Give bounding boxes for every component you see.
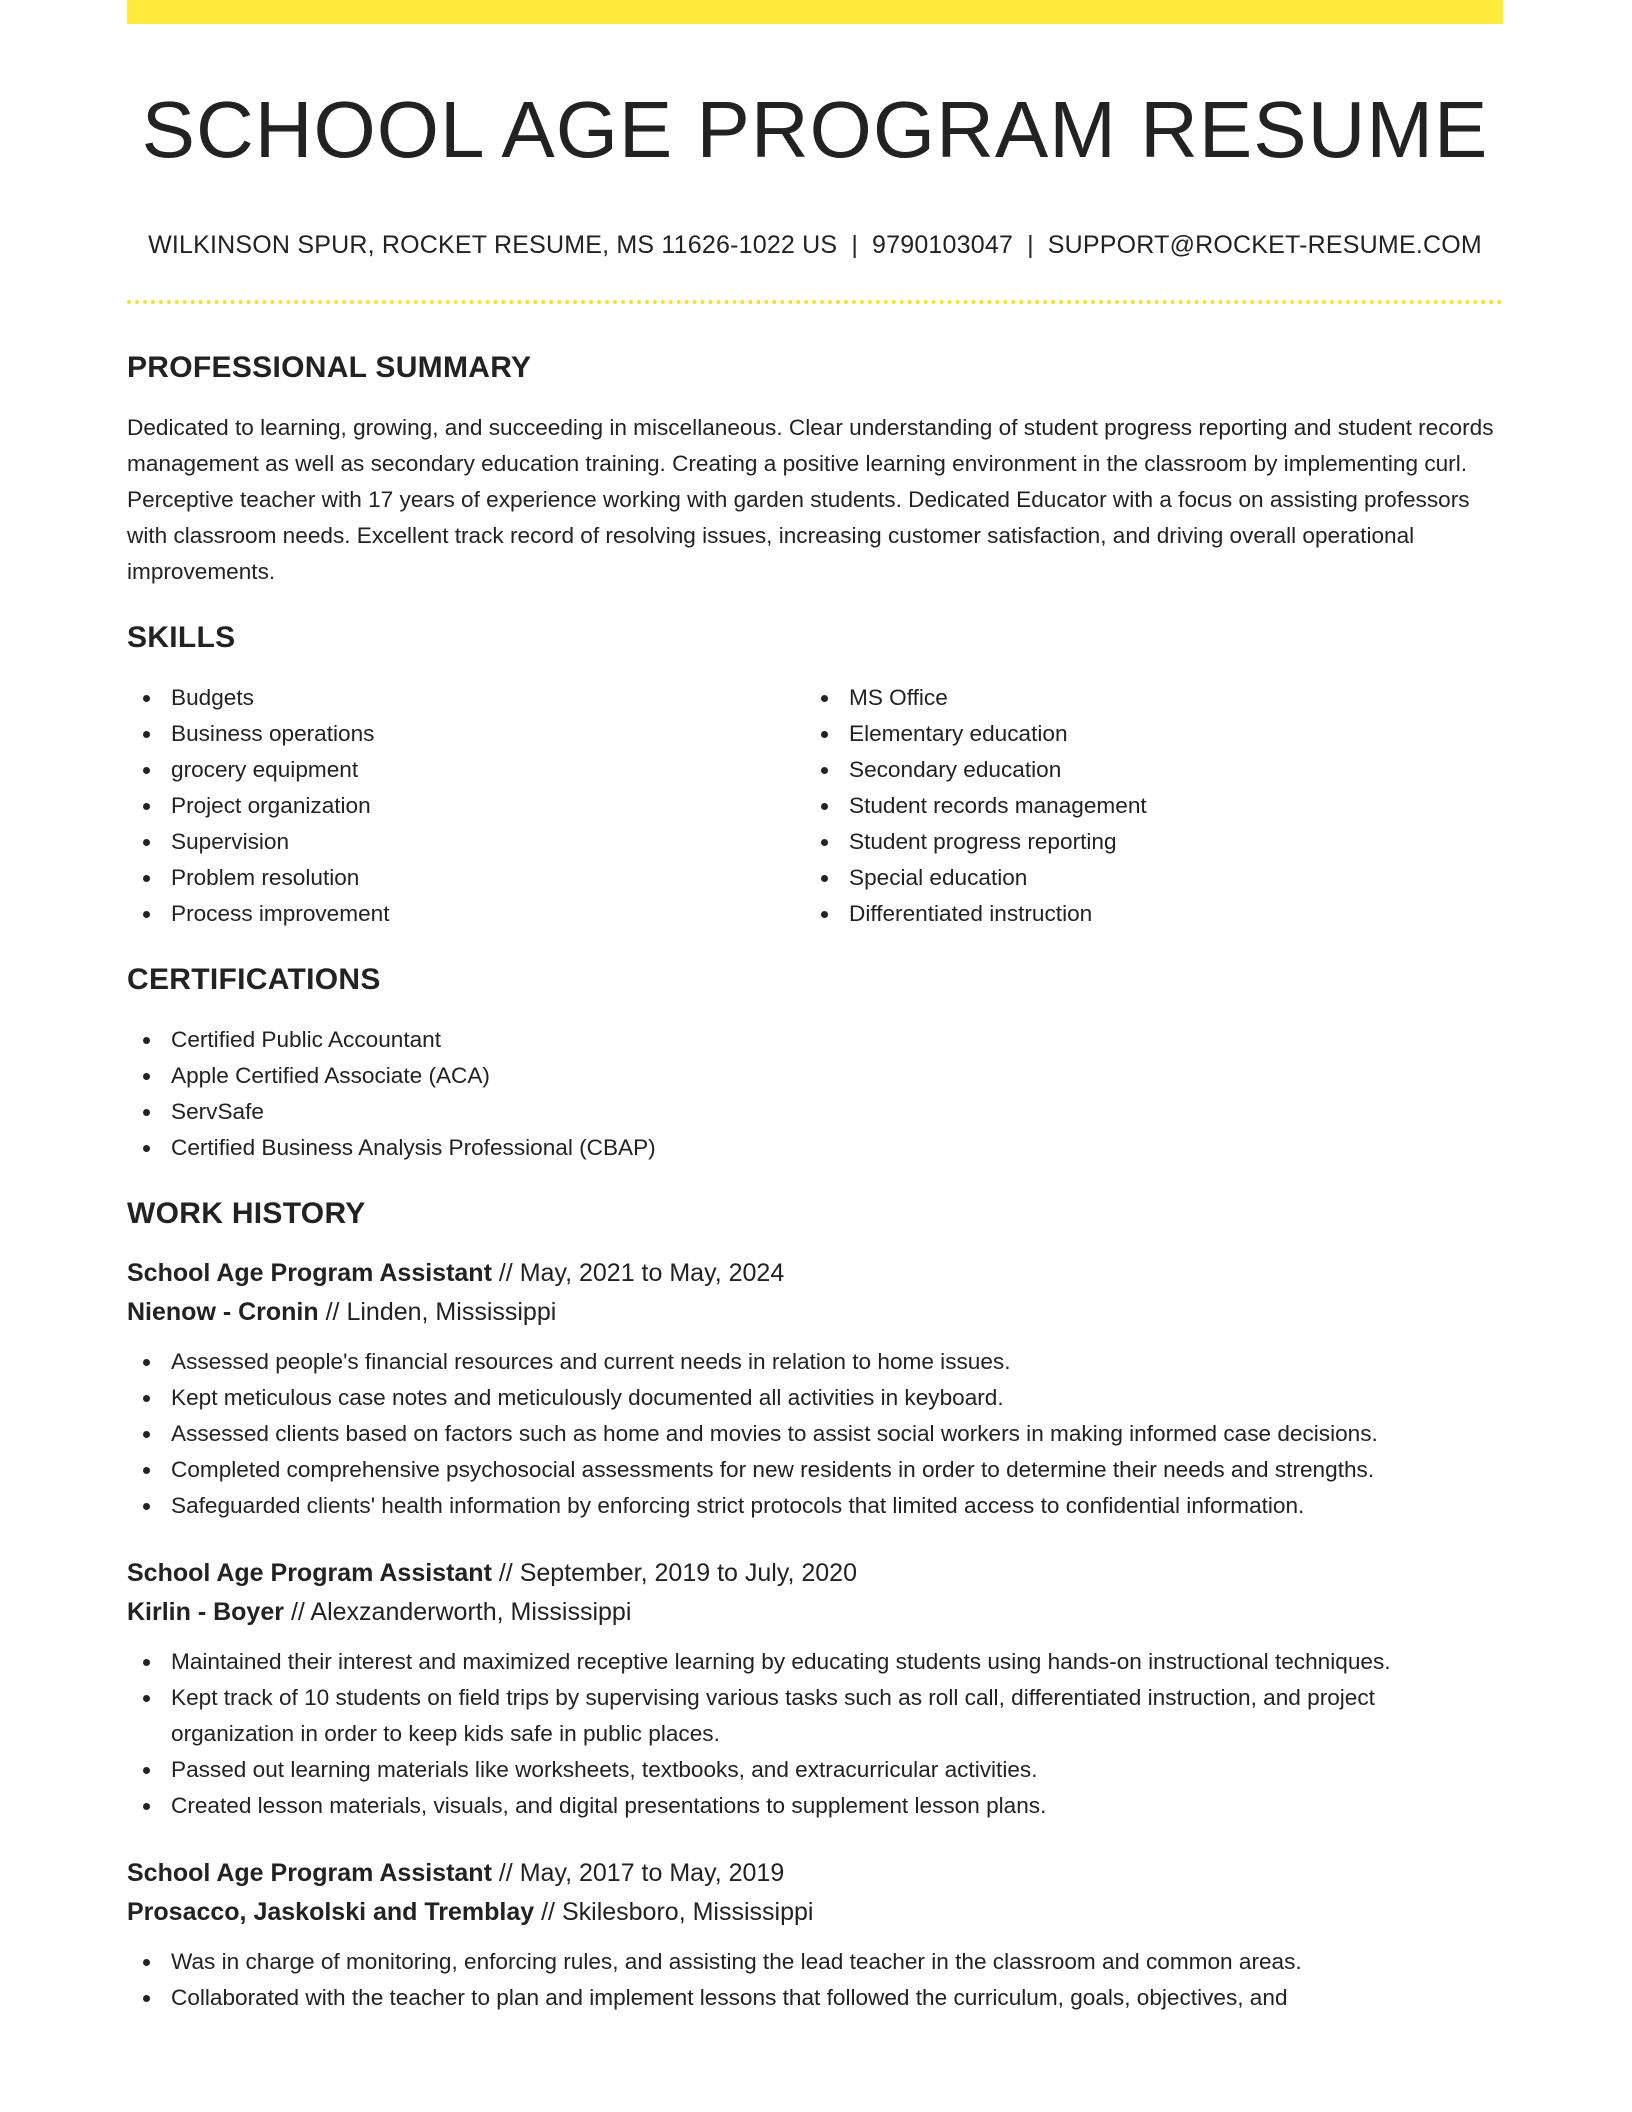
job-title-line [127, 1254, 1503, 1293]
job-company: Nienow - Cronin [127, 1298, 319, 1326]
bullet-icon [143, 911, 150, 918]
bullet-icon [143, 803, 150, 810]
list-item [127, 1094, 1503, 1130]
bullet-icon [143, 1959, 150, 1966]
list-item [127, 1752, 1503, 1788]
bullet-icon [143, 839, 150, 846]
list-item-text: Collaborated with the teacher to plan and implement lessons that followed the curriculum, goals, objectives, and [171, 1985, 1288, 2010]
bullet-icon [143, 767, 150, 774]
list-item-text: Process improvement [171, 901, 390, 926]
list-item [805, 752, 1483, 788]
work-history-heading: WORK HISTORY [127, 1197, 366, 1230]
list-item [805, 680, 1483, 716]
job-company-line [127, 1293, 1503, 1332]
bullet-icon [143, 1359, 150, 1366]
list-item-text: grocery equipment [171, 757, 359, 782]
list-item [127, 1680, 1503, 1752]
contact-phone: 9790103047 [872, 231, 1014, 259]
list-item-text: Student progress reporting [849, 829, 1117, 854]
resume-content [127, 24, 1503, 2016]
date-separator: // [290, 1598, 305, 1626]
job-entry [127, 1554, 1503, 1824]
job-company-line [127, 1893, 1503, 1932]
list-item [805, 860, 1483, 896]
contact-email: SUPPORT@ROCKET-RESUME.COM [1047, 231, 1482, 259]
list-item [127, 1022, 1503, 1058]
bullet-icon [143, 1431, 150, 1438]
list-item [805, 896, 1483, 932]
resume-title: SCHOOL AGE PROGRAM RESUME [141, 85, 1489, 174]
job-entry [127, 1854, 1503, 2016]
bullet-icon [143, 875, 150, 882]
bullet-icon [821, 803, 828, 810]
date-separator: // [498, 1859, 513, 1887]
job-title-line [127, 1854, 1503, 1893]
skills-columns [127, 680, 1503, 932]
list-item-text: Budgets [171, 685, 254, 710]
dotted-divider [127, 300, 1503, 304]
list-item [127, 788, 805, 824]
list-item-text: Apple Certified Associate (ACA) [171, 1063, 490, 1088]
list-item-text: ServSafe [171, 1099, 264, 1124]
job-bullets [127, 1344, 1503, 1524]
bullet-icon [143, 1803, 150, 1810]
list-item [805, 824, 1483, 860]
list-item-text: Passed out learning materials like worksheets, textbooks, and extracurricular activities. [171, 1757, 1038, 1782]
bullet-icon [143, 1503, 150, 1510]
list-item-text: Certified Public Accountant [171, 1027, 442, 1052]
list-item-text: Problem resolution [171, 865, 360, 890]
list-item-text: Safeguarded clients' health information by enforcing strict protocols that limited access to confidential information. [171, 1493, 1305, 1518]
list-item-text: Differentiated instruction [849, 901, 1093, 926]
contact-separator: | [851, 231, 859, 259]
list-item-text: MS Office [849, 685, 948, 710]
list-item [127, 1980, 1503, 2016]
bullet-icon [821, 731, 828, 738]
bullet-icon [143, 1659, 150, 1666]
list-item [127, 1944, 1503, 1980]
list-item-text: Kept meticulous case notes and meticulously documented all activities in keyboard. [171, 1385, 1004, 1410]
contact-separator: | [1027, 231, 1034, 259]
list-item-text: Secondary education [849, 757, 1062, 782]
accent-top-bar [127, 0, 1503, 24]
job-dates: May, 2017 to May, 2019 [519, 1859, 785, 1887]
list-item-text: Business operations [171, 721, 375, 746]
list-item-text: Assessed clients based on factors such as home and movies to assist social workers in making informed case decisions. [171, 1421, 1378, 1446]
job-entry [127, 1254, 1503, 1524]
certifications-list [127, 1022, 1503, 1166]
list-item-text: Certified Business Analysis Professional (CBAP) [171, 1135, 656, 1160]
job-dates: September, 2019 to July, 2020 [519, 1559, 857, 1587]
job-company: Prosacco, Jaskolski and Tremblay [127, 1898, 535, 1926]
list-item [127, 1130, 1503, 1166]
job-location: Alexzanderworth, Mississippi [310, 1598, 632, 1626]
list-item [127, 716, 805, 752]
bullet-icon [143, 1109, 150, 1116]
summary-text: Dedicated to learning, growing, and succeeding in miscellaneous. Clear understanding of student progress reporting and student records management as well as secondary education training. Creating a positive learning environment in the classroom by implementing curl. Perceptive teacher with 17 years of experience working with garden students. Dedicated Educator with a focus on assisting professors with classroom needs. Excellent track record of resolving issues, increasing customer satisfaction, and driving overall operational improvements. [127, 415, 1494, 584]
bullet-icon [143, 1395, 150, 1402]
bullet-icon [143, 1695, 150, 1702]
bullet-icon [821, 767, 828, 774]
skills-column-left [127, 680, 805, 932]
bullet-icon [143, 1073, 150, 1080]
skills-list-left [127, 680, 805, 932]
job-bullets [127, 1644, 1503, 1824]
job-title: School Age Program Assistant [127, 1559, 492, 1587]
list-item [127, 896, 805, 932]
list-item [805, 716, 1483, 752]
list-item [127, 1644, 1503, 1680]
list-item [127, 680, 805, 716]
list-item [127, 1416, 1503, 1452]
bullet-icon [821, 695, 828, 702]
list-item-text: Maintained their interest and maximized receptive learning by educating students using hands-on instructional techniques. [171, 1649, 1391, 1674]
job-title-line [127, 1554, 1503, 1593]
contact-line [127, 228, 1503, 262]
list-item-text: Completed comprehensive psychosocial assessments for new residents in order to determine their needs and strengths. [171, 1457, 1375, 1482]
work-history-jobs [127, 1254, 1503, 2016]
job-title: School Age Program Assistant [127, 1859, 492, 1887]
bullet-icon [143, 731, 150, 738]
bullet-icon [143, 1037, 150, 1044]
job-company: Kirlin - Boyer [127, 1598, 284, 1626]
job-title: School Age Program Assistant [127, 1259, 492, 1287]
date-separator: // [498, 1559, 513, 1587]
skills-column-right [805, 680, 1483, 932]
bullet-icon [143, 1467, 150, 1474]
date-separator: // [498, 1259, 513, 1287]
bullet-icon [143, 1767, 150, 1774]
date-separator: // [325, 1298, 340, 1326]
bullet-icon [821, 875, 828, 882]
summary-heading: PROFESSIONAL SUMMARY [127, 351, 532, 384]
job-location: Skilesboro, Mississippi [561, 1898, 814, 1926]
list-item-text: Project organization [171, 793, 371, 818]
job-company-line [127, 1593, 1503, 1632]
list-item-text: Student records management [849, 793, 1147, 818]
certifications-heading: CERTIFICATIONS [127, 963, 381, 996]
list-item [805, 788, 1483, 824]
list-item [127, 824, 805, 860]
list-item [127, 1058, 1503, 1094]
list-item-text: Was in charge of monitoring, enforcing rules, and assisting the lead teacher in the classroom and common areas. [171, 1949, 1302, 1974]
list-item [127, 752, 805, 788]
list-item [127, 1488, 1503, 1524]
skills-heading: SKILLS [127, 621, 236, 654]
list-item-text: Supervision [171, 829, 290, 854]
list-item-text: Created lesson materials, visuals, and digital presentations to supplement lesson plans. [171, 1793, 1047, 1818]
job-dates: May, 2021 to May, 2024 [519, 1259, 785, 1287]
bullet-icon [143, 1995, 150, 2002]
skills-list-right [805, 680, 1483, 932]
list-item [127, 1344, 1503, 1380]
list-item-text: Kept track of 10 students on field trips by supervising various tasks such as roll call, differentiated instruction, and project organization in order to keep kids safe in public places. [171, 1685, 1375, 1746]
job-bullets [127, 1944, 1503, 2016]
bullet-icon [821, 839, 828, 846]
list-item-text: Assessed people's financial resources and current needs in relation to home issues. [171, 1349, 1011, 1374]
date-separator: // [541, 1898, 556, 1926]
bullet-icon [821, 911, 828, 918]
list-item-text: Special education [849, 865, 1028, 890]
list-item [127, 860, 805, 896]
job-location: Linden, Mississippi [346, 1298, 557, 1326]
bullet-icon [143, 1145, 150, 1152]
contact-address: WILKINSON SPUR, ROCKET RESUME, MS 11626-1022 US [148, 231, 838, 259]
bullet-icon [143, 695, 150, 702]
list-item [127, 1380, 1503, 1416]
list-item-text: Elementary education [849, 721, 1068, 746]
list-item [127, 1452, 1503, 1488]
list-item [127, 1788, 1503, 1824]
